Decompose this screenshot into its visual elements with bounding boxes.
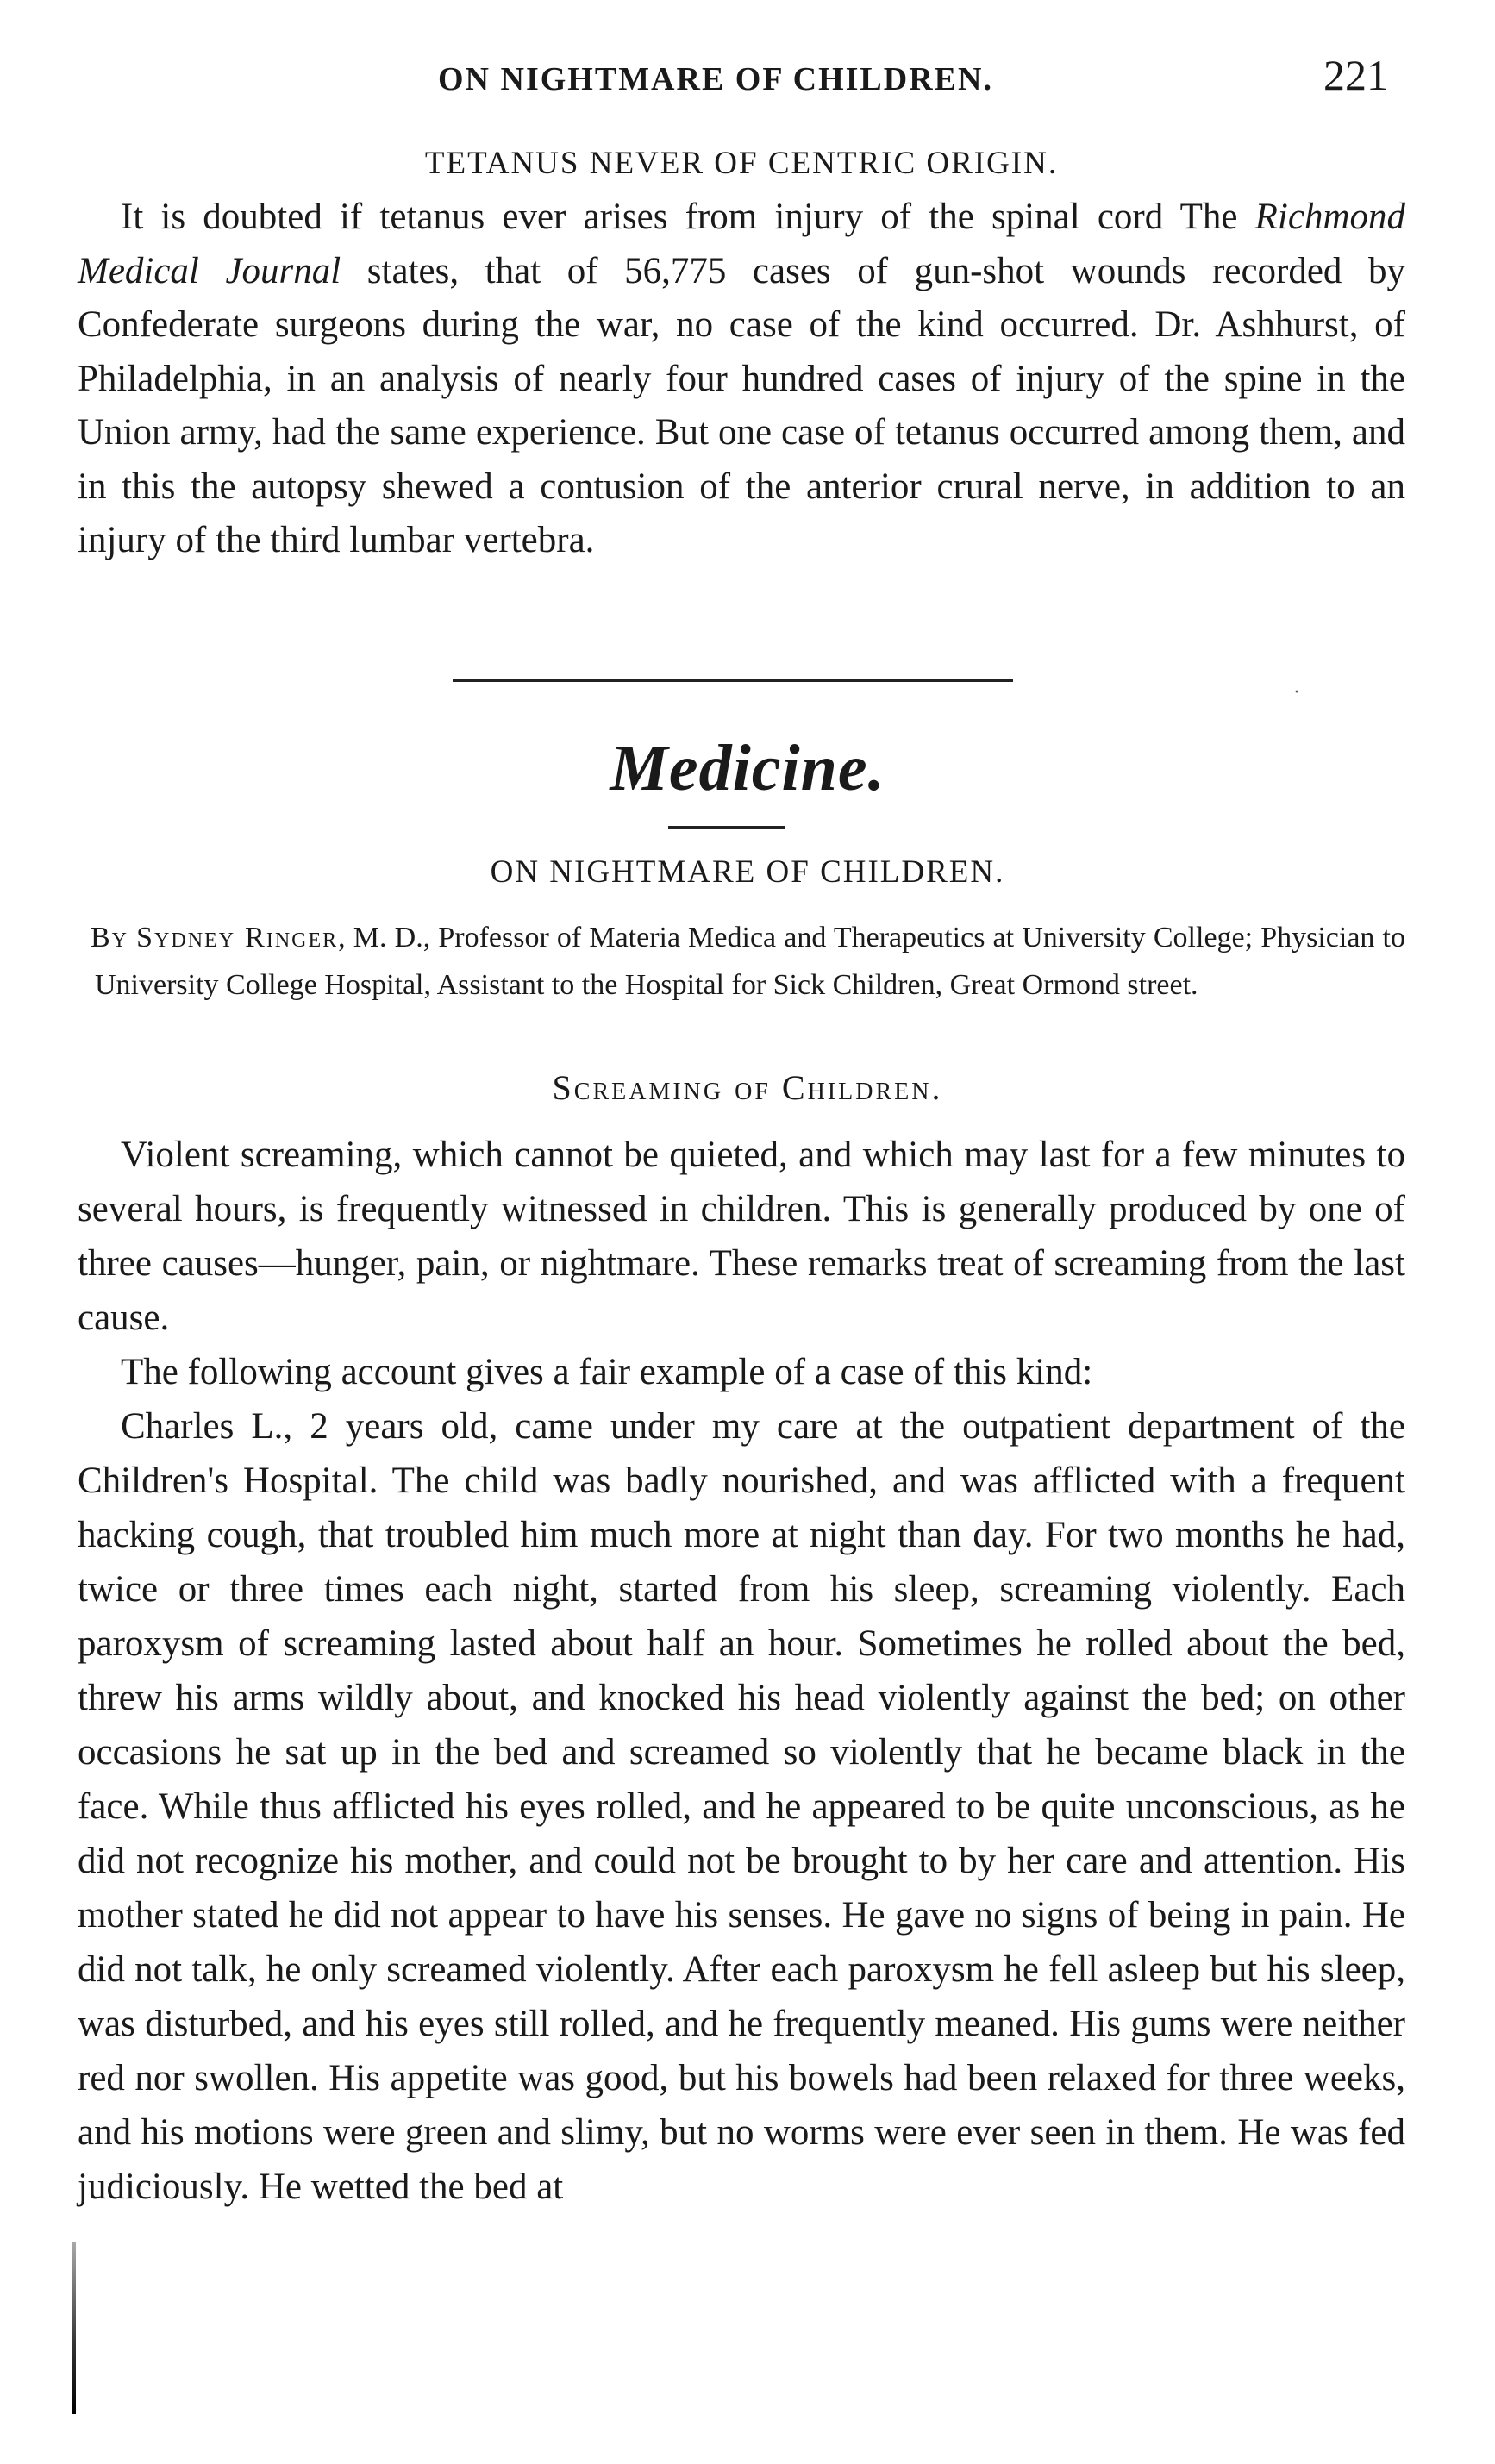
tetanus-text-end: states, that of 56,775 cases of gun-shot wounds recorded by Confederate surgeons during the war, no case of the kind occurred. Dr. Ashhurst, of Philadelphia, in an analysis of nearly four hundred cases of injury of the spine in the Union army, had the same experience. But one case of tetanus occurred among them, and in this the autopsy shewed a contusion of the anterior crural nerve, in addition to an injury of the third lumbar vertebra. — [78, 250, 1406, 560]
subheading: Screaming of Children. — [552, 1068, 943, 1107]
journal-name: Richmond Medical Journal — [78, 197, 1405, 291]
byline-by: By — [91, 922, 129, 954]
margin-binding-mark — [72, 2242, 76, 2414]
tetanus-paragraph — [78, 191, 1405, 568]
tetanus-text-start: It is doubted if tetanus ever arises from injury of the spinal cord The — [121, 197, 1255, 237]
title-underline — [668, 826, 785, 829]
author-credentials: , M. D., Professor of Materia Medica and Therapeutics at University College; Physician to University College Hospital, Assistant to the Hospital for Sick Children, Great Ormond street. — [95, 922, 1405, 1001]
section-divider — [453, 679, 1013, 682]
section-title: Medicine. — [610, 732, 885, 804]
paragraph-2: The following account gives a fair example of a case of this kind: — [121, 1352, 1093, 1392]
tetanus-section — [78, 145, 1405, 568]
author-name: Sydney Ringer — [136, 922, 339, 954]
page-header — [78, 50, 1405, 110]
page-number: 221 — [1323, 51, 1388, 99]
running-title: ON NIGHTMARE OF CHILDREN. — [438, 61, 993, 97]
stray-mark: · — [1293, 681, 1300, 704]
byline — [91, 914, 1405, 1009]
article-body — [78, 1128, 1405, 2214]
paragraph-3: Charles L., 2 years old, came under my care at the outpatient department of the Children's Hospital. The child was badly nourished, and was afflicted with a frequent hacking cough, that troubled him much more at night than day. For two months he had, twice or three times each night, started from his sleep, screaming violently. Each paroxysm of screaming lasted about half an hour. Sometimes he rolled about the bed, threw his arms wildly about, and knocked his head violently against the bed; on other occasions he sat up in the bed and screamed so violently that he became black in the face. While thus afflicted his eyes rolled, and he appeared to be quite unconscious, as he did not recognize his mother, and could not be brought to by her care and attention. His mother stated he did not appear to have his senses. He gave no signs of being in pain. He did not talk, he only screamed violently. After each paroxysm he fell asleep but his sleep, was disturbed, and his eyes still rolled, and he frequently meaned. His gums were neither red nor swollen. His appetite was good, but his bowels had been relaxed for three weeks, and his motions were green and slimy, but no worms were ever seen in them. He was fed judiciously. He wetted the bed at — [78, 1406, 1405, 2207]
paragraph-1: Violent screaming, which cannot be quieted, and which may last for a few minutes to several hours, is frequently witnessed in children. This is generally produced by one of three causes—hunger, pain, or nightmare. These remarks treat of screaming from the last cause. — [78, 1135, 1405, 1338]
tetanus-heading: TETANUS NEVER OF CENTRIC ORIGIN. — [424, 146, 1059, 181]
article-title: ON NIGHTMARE OF CHILDREN. — [490, 854, 1005, 890]
